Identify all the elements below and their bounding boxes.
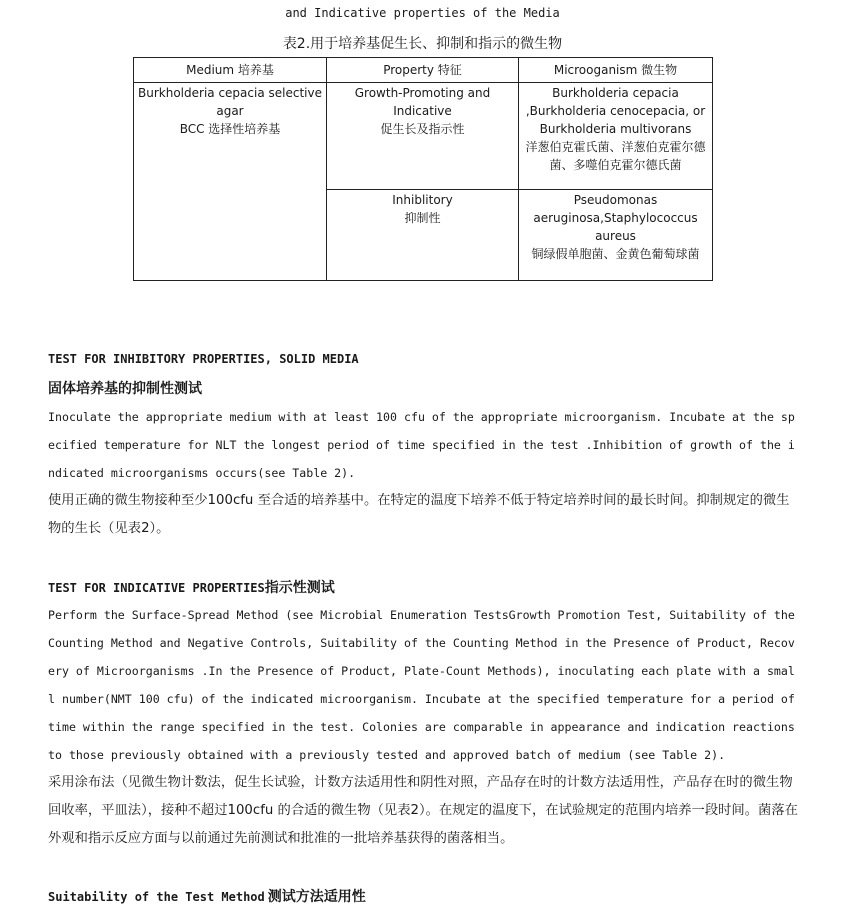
- paragraph-inhibitory-cn: 使用正确的微生物接种至少100cfu 至合适的培养基中。在特定的温度下培养不低于特定培养时间的最长时间。抑制规定的微生物的生长（见表2）。: [48, 493, 790, 536]
- paragraph-indicative-en: Perform the Surface-Spread Method (see Microbial Enumeration TestsGrowth Promotion Test, Suitability of the Counting Method and Negative Controls, Suitability of the Counting Method in the Presence of Product, Recovery of Microorganisms .In the Presence of Product, Plate-Count Methods), inoculating each plate with a small number(NMT 100 cfu) of the indicated microorganism. Incubate at the specified temperature for a period of time within the range specified in the test. Colonies are comparable in appearance and indication reactions to those previously obtained with a previously tested and approved batch of medium (see Table 2).: [48, 608, 795, 762]
- property-en: Inhiblitory: [392, 193, 453, 207]
- section-heading-suitability: [48, 886, 366, 906]
- previous-caption-line: and Indicative properties of the Media: [285, 6, 560, 20]
- microorganism-cell: [519, 83, 713, 190]
- property-cn: 抑制性: [404, 211, 441, 225]
- property-en: Growth-Promoting and Indicative: [354, 86, 491, 118]
- microorganism-cell: [519, 190, 713, 281]
- microorganism-en: Pseudomonas aeruginosa,Staphylococcus aureus: [533, 193, 698, 243]
- property-cell: [327, 83, 519, 190]
- header-medium: Medium 培养基: [134, 58, 327, 83]
- section-heading-suitability-cn: 测试方法适用性: [267, 889, 366, 905]
- media-table: [133, 57, 713, 281]
- section-heading-indicative-cn: 指示性测试: [264, 580, 335, 596]
- section-heading-suitability-en: Suitability of the Test Method: [48, 890, 265, 904]
- medium-name-cn: BCC 选择性培养基: [179, 122, 281, 136]
- property-cell: [327, 190, 519, 281]
- section-heading-inhibitory: TEST FOR INHIBITORY PROPERTIES, SOLID MEDIA: [48, 352, 359, 366]
- table-header-row: [134, 58, 713, 83]
- section-heading-inhibitory-cn: 固体培养基的抑制性测试: [48, 381, 202, 397]
- paragraph-inhibitory-en: Inoculate the appropriate medium with at least 100 cfu of the appropriate microorganism. Incubate at the specified temperature for NLT the longest period of time specified in the test .Inhibition of growth of the indicated microorganisms occurs(see Table 2).: [48, 410, 795, 480]
- table-row: [134, 83, 713, 190]
- table-caption: 表2.用于培养基促生长、抑制和指示的微生物: [282, 36, 563, 52]
- microorganism-en: Burkholderia cepacia ,Burkholderia cenocepacia, or Burkholderia multivorans: [525, 86, 706, 136]
- medium-cell: [134, 83, 327, 281]
- medium-name-en: Burkholderia cepacia selective agar: [138, 86, 322, 118]
- header-property: Property 特征: [327, 58, 519, 83]
- paragraph-indicative-cn: 采用涂布法（见微生物计数法，促生长试验，计数方法适用性和阴性对照，产品存在时的计数方法适用性，产品存在时的微生物回收率，平皿法），接种不超过100cfu 的合适的微生物（见表2）。在规定的温度下，在试验规定的范围内培养一段时间。菌落在外观和指示反应方面与以前通过先前测试和批准的一批培养基获得的菌落相当。: [48, 775, 798, 846]
- property-cn: 促生长及指示性: [380, 122, 465, 136]
- header-microorganism: Microoganism 微生物: [519, 58, 713, 83]
- section-heading-indicative-en: TEST FOR INDICATIVE PROPERTIES: [48, 581, 265, 595]
- microorganism-cn: 洋葱伯克霍氏菌、洋葱伯克霍尔德菌、多噬伯克霍尔德氏菌: [525, 140, 706, 172]
- section-heading-indicative: [48, 577, 335, 597]
- microorganism-cn: 铜绿假单胞菌、金黄色葡萄球菌: [531, 247, 700, 261]
